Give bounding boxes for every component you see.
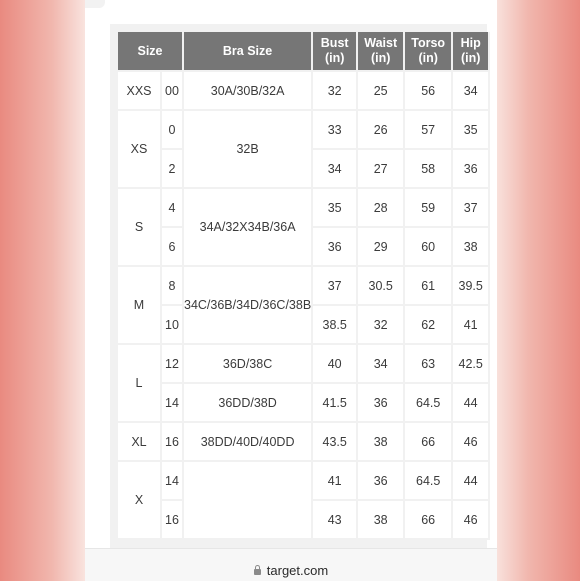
size-cell: XXS xyxy=(118,72,162,111)
waist-cell: 38 xyxy=(358,501,405,540)
torso-cell: 66 xyxy=(405,423,453,462)
bust-cell: 43 xyxy=(313,501,358,540)
bra-size-cell: 30A/30B/32A xyxy=(184,72,313,111)
header-torso-label: Torso xyxy=(411,36,446,50)
table-row xyxy=(118,345,490,384)
table-row xyxy=(118,384,490,423)
header-hip-unit: (in) xyxy=(460,51,481,65)
size-cell: X xyxy=(118,462,162,540)
table-row xyxy=(118,267,490,306)
bust-cell: 37 xyxy=(313,267,358,306)
header-bust-label: Bust xyxy=(320,36,349,50)
header-hip xyxy=(453,32,490,72)
hip-cell: 35 xyxy=(453,111,490,150)
table-row xyxy=(118,111,490,150)
header-waist-label: Waist xyxy=(364,36,398,50)
torso-cell: 62 xyxy=(405,306,453,345)
header-bust-unit: (in) xyxy=(324,51,345,65)
header-torso-unit: (in) xyxy=(418,51,438,65)
browser-address-bar[interactable] xyxy=(85,548,497,581)
size-cell: S xyxy=(118,189,162,267)
hip-cell: 38 xyxy=(453,228,490,267)
torso-cell: 60 xyxy=(405,228,453,267)
hip-cell: 37 xyxy=(453,189,490,228)
numeric-size-cell: 16 xyxy=(162,423,184,462)
bust-cell: 32 xyxy=(313,72,358,111)
bust-cell: 43.5 xyxy=(313,423,358,462)
torso-cell: 58 xyxy=(405,150,453,189)
torso-cell: 64.5 xyxy=(405,384,453,423)
header-waist xyxy=(358,32,405,72)
bra-size-cell: 34A/32X34B/36A xyxy=(184,189,313,267)
waist-cell: 30.5 xyxy=(358,267,405,306)
bra-size-cell xyxy=(184,462,313,540)
header-bust xyxy=(313,32,358,72)
hip-cell: 34 xyxy=(453,72,490,111)
url-display[interactable] xyxy=(85,563,497,578)
torso-cell: 64.5 xyxy=(405,462,453,501)
waist-cell: 25 xyxy=(358,72,405,111)
numeric-size-cell: 00 xyxy=(162,72,184,111)
numeric-size-cell: 12 xyxy=(162,345,184,384)
torso-cell: 66 xyxy=(405,501,453,540)
bust-cell: 41 xyxy=(313,462,358,501)
torso-cell: 61 xyxy=(405,267,453,306)
waist-cell: 28 xyxy=(358,189,405,228)
bust-cell: 35 xyxy=(313,189,358,228)
table-row xyxy=(118,72,490,111)
torso-cell: 57 xyxy=(405,111,453,150)
numeric-size-cell: 2 xyxy=(162,150,184,189)
header-bra-size: Bra Size xyxy=(184,32,313,72)
waist-cell: 29 xyxy=(358,228,405,267)
hip-cell: 44 xyxy=(453,384,490,423)
size-cell: XL xyxy=(118,423,162,462)
numeric-size-cell: 4 xyxy=(162,189,184,228)
bra-size-cell: 34C/36B/34D/36C/38B xyxy=(184,267,313,345)
hip-cell: 36 xyxy=(453,150,490,189)
waist-cell: 36 xyxy=(358,384,405,423)
top-tab xyxy=(85,0,105,8)
table-row xyxy=(118,423,490,462)
numeric-size-cell: 10 xyxy=(162,306,184,345)
numeric-size-cell: 6 xyxy=(162,228,184,267)
table-row xyxy=(118,462,490,501)
header-torso xyxy=(405,32,453,72)
bra-size-cell: 36DD/38D xyxy=(184,384,313,423)
size-chart-table xyxy=(118,32,490,540)
size-cell: XS xyxy=(118,111,162,189)
numeric-size-cell: 14 xyxy=(162,384,184,423)
numeric-size-cell: 8 xyxy=(162,267,184,306)
waist-cell: 32 xyxy=(358,306,405,345)
bra-size-cell: 36D/38C xyxy=(184,345,313,384)
waist-cell: 34 xyxy=(358,345,405,384)
waist-cell: 36 xyxy=(358,462,405,501)
hip-cell: 39.5 xyxy=(453,267,490,306)
hip-cell: 44 xyxy=(453,462,490,501)
numeric-size-cell: 14 xyxy=(162,462,184,501)
hip-cell: 46 xyxy=(453,501,490,540)
bust-cell: 40 xyxy=(313,345,358,384)
bust-cell: 33 xyxy=(313,111,358,150)
torso-cell: 63 xyxy=(405,345,453,384)
numeric-size-cell: 0 xyxy=(162,111,184,150)
header-row xyxy=(118,32,490,72)
header-size: Size xyxy=(118,32,184,72)
size-cell: L xyxy=(118,345,162,423)
bra-size-cell: 32B xyxy=(184,111,313,189)
numeric-size-cell: 16 xyxy=(162,501,184,540)
torso-cell: 59 xyxy=(405,189,453,228)
hip-cell: 46 xyxy=(453,423,490,462)
waist-cell: 26 xyxy=(358,111,405,150)
size-cell: M xyxy=(118,267,162,345)
waist-cell: 27 xyxy=(358,150,405,189)
bra-size-cell: 38DD/40D/40DD xyxy=(184,423,313,462)
bust-cell: 34 xyxy=(313,150,358,189)
waist-cell: 38 xyxy=(358,423,405,462)
torso-cell: 56 xyxy=(405,72,453,111)
bust-cell: 38.5 xyxy=(313,306,358,345)
bust-cell: 41.5 xyxy=(313,384,358,423)
header-hip-label: Hip xyxy=(460,36,481,50)
bust-cell: 36 xyxy=(313,228,358,267)
lock-icon xyxy=(254,569,261,575)
url-text: target.com xyxy=(266,563,329,578)
header-waist-unit: (in) xyxy=(370,51,391,65)
table-row xyxy=(118,189,490,228)
hip-cell: 42.5 xyxy=(453,345,490,384)
hip-cell: 41 xyxy=(453,306,490,345)
